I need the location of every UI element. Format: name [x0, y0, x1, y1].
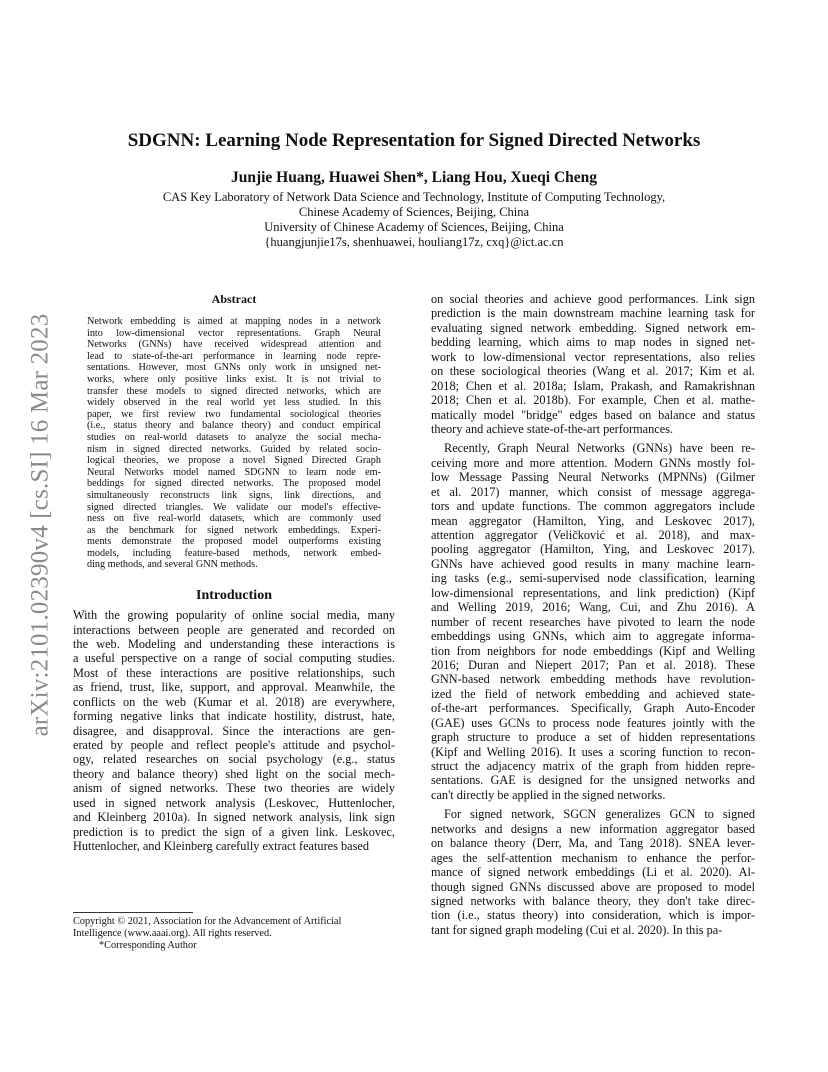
abstract-line: Neural Networks model named SDGNN to learn node em-: [87, 466, 381, 478]
body-line: ceiving more and more attention. Modern GNNs mostly fol-: [431, 455, 755, 470]
abstract-line: signed directed triangles. We validate our model's effective-: [87, 501, 381, 513]
intro-line: disagree, and disapproval. Since the interactions are gen-: [73, 723, 395, 738]
body-line: embeddings using GNNs, which aim to aggregate informa-: [431, 629, 755, 644]
intro-line: forming negative links that indicate hostility, distrust, hate,: [73, 709, 395, 724]
abstract-line: Networks (GNNs) have received widespread attention and: [87, 339, 381, 351]
intro-line: anism of signed networks. These two theories are widely: [73, 781, 395, 796]
intro-line: the web. Modeling and understanding these interactions is: [73, 636, 395, 651]
arxiv-sidebar-stamp: [20, 290, 60, 760]
body-line: though signed GNNs discussed above are proposed to model: [431, 879, 755, 894]
body-line: (GAE) uses GCNs to process node features jointly with the: [431, 715, 755, 730]
body-line: 2018; Chen et al. 2018b). For example, Chen et al. mathe-: [431, 393, 755, 408]
intro-line: interactions between people are generated and recorded on: [73, 622, 395, 637]
body-line: evaluating signed network embedding. Signed network em-: [431, 320, 755, 335]
affiliation-block: [60, 190, 768, 250]
body-line: mance of signed network embeddings (Li et al. 2020). Al-: [431, 865, 755, 880]
footnote-rule: [73, 912, 193, 913]
arxiv-id: arXiv:2101.02390v4 [cs.SI] 16 Mar 2023: [26, 313, 54, 737]
intro-line: conflicts on the web (Kumar et al. 2018) are everywhere,: [73, 694, 395, 709]
body-line: GNNs have achieved good results in many machine learn-: [431, 556, 755, 571]
intro-line: erated by people and reflect people's attitude and psychol-: [73, 738, 395, 752]
abstract-line: logical theories, we propose a novel Signed Directed Graph: [87, 455, 381, 467]
left-column: [73, 292, 395, 854]
paper-title: SDGNN: Learning Node Representation for Signed Directed Networks: [127, 130, 701, 151]
abstract-body: [73, 316, 395, 571]
abstract-line: paper, we first review two fundamental sociological theories: [87, 408, 381, 420]
footnote: [73, 916, 395, 952]
body-line: signed networks with balance theory, they don't take direc-: [431, 893, 755, 908]
body-line: low-dimensional representations, and link prediction) (Kipf: [431, 585, 755, 600]
affiliation-line: CAS Key Laboratory of Network Data Science and Technology, Institute of Computing Technology,: [162, 190, 666, 204]
abstract-line: beddings for signed directed networks. The proposed model: [87, 478, 381, 490]
affiliation-line: Chinese Academy of Sciences, Beijing, China: [298, 205, 530, 219]
body-line: prediction is the main downstream machine learning task for: [431, 306, 755, 321]
introduction-body: [73, 608, 395, 853]
intro-line: Huttenlocher, and Kleinberg carefully extract features based: [73, 839, 369, 854]
intro-line: ogy, related researches on social psychology (e.g., status: [73, 752, 395, 767]
intro-line: prediction is to predict the sign of a given link. Leskovec,: [73, 824, 395, 839]
body-line: on social theories and achieve good performances. Link sign: [431, 292, 755, 306]
body-line: et al. 2017) manner, which consist of message aggrega-: [431, 484, 755, 499]
paragraph: [431, 441, 755, 802]
body-line: tion from neighbors for node embeddings (Kipf and Welling: [431, 643, 755, 658]
abstract-line: works, where only positive links exist. It is not trivial to: [87, 373, 381, 385]
right-column-body: [431, 292, 755, 937]
abstract-line: ding methods, and several GNN methods.: [87, 559, 258, 571]
body-line: tant for signed graph modeling (Cui et al. 2020). In this pa-: [431, 922, 723, 937]
abstract-line: simultaneously reconstructs link signs, link directions, and: [87, 489, 381, 501]
intro-line: theory and balance theory) shed light on the social mech-: [73, 766, 395, 781]
body-line: attention aggregator (Veličković et al. 2018), and max-: [431, 528, 755, 542]
body-line: GNN-based network embedding methods have revolution-: [431, 672, 755, 687]
body-line: on balance theory (Derr, Ma, and Tang 2018). SNEA lever-: [431, 836, 755, 851]
body-line: theory and achieve state-of-the-art performances.: [431, 421, 674, 436]
body-line: 2016; Duran and Niepert 2017; Pan et al. 2018). These: [431, 657, 755, 672]
right-column: [431, 292, 755, 937]
abstract-line: (i.e., status theory and balance theory) and conduct empirical: [87, 420, 381, 432]
introduction-heading: Introduction: [196, 588, 272, 604]
body-line: work to low-dimensional vector representations, also relies: [431, 349, 755, 364]
paragraph: [431, 807, 755, 937]
abstract-line: nism in signed directed networks. Guided by related socio-: [87, 443, 381, 455]
body-line: tors and update functions. The common aggregators include: [431, 499, 755, 514]
abstract-line: ments demonstrate the proposed model outperforms existing: [87, 536, 381, 548]
body-line: can't directly be applied in the signed networks.: [431, 787, 666, 802]
abstract-line: lead to state-of-the-art performance in learning node repre-: [87, 350, 381, 362]
body-line: ized the field of network embedding and achieved state-: [431, 686, 755, 701]
body-line: ing tasks (e.g., semi-supervised node classification, learning: [431, 571, 755, 586]
body-line: tion (i.e., status theory) into consideration, which is impor-: [431, 908, 755, 923]
abstract-line: widely observed in the real world yet less studied. In this: [87, 397, 381, 409]
body-line: ages the self-attention mechanism to enhance the perfor-: [431, 850, 755, 865]
intro-line: as friend, trust, like, support, and approval. Meanwhile, the: [73, 680, 395, 695]
body-line: networks and designs a new information aggregator based: [431, 821, 755, 836]
intro-line: and Kleinberg 2010a). In signed network analysis, link sign: [73, 810, 395, 825]
body-line: number of recent researches have pivoted to learn the node: [431, 614, 755, 629]
abstract-line: sentations. However, most GNNs only work in unsigned net-: [87, 362, 381, 374]
body-line: 2018; Chen et al. 2018a; Islam, Prakash, and Ramakrishnan: [431, 378, 755, 393]
abstract-line: studies on real-world datasets to analyze the social mecha-: [87, 431, 381, 443]
intro-line: used in signed network analysis (Leskovec, Huttenlocher,: [73, 795, 395, 810]
body-line: pooling aggregator (Hamilton, Ying, and Leskovec 2017).: [431, 542, 755, 557]
abstract-line: into low-dimensional vector representations. Graph Neural: [87, 327, 381, 339]
affiliation-line: {huangjunjie17s, shenhuawei, houliang17z, cxq}@ict.ac.cn: [264, 235, 564, 249]
abstract-heading: Abstract: [211, 292, 257, 306]
paragraph: [431, 292, 755, 436]
body-line: struct the adjacency matrix of the graph from hidden repre-: [431, 759, 755, 773]
body-line: low Message Passing Neural Networks (MPNNs) (Gilmer: [431, 470, 755, 485]
body-line: and Welling 2019, 2016; Wang, Cui, and Zhu 2016). A: [431, 600, 755, 615]
body-line: bedding learning, which aims to map nodes in signed net-: [431, 335, 755, 350]
abstract-line: Network embedding is aimed at mapping nodes in a network: [87, 316, 381, 327]
abstract-line: as the benchmark for signed network embeddings. Experi-: [87, 524, 381, 536]
body-line: of-the-art performances. Specifically, Graph Auto-Encoder: [431, 701, 755, 716]
footnote-line: *Corresponding Author: [99, 940, 197, 951]
intro-line: With the growing popularity of online social media, many: [73, 608, 395, 623]
footnote-line: Copyright © 2021, Association for the Advancement of Artificial: [73, 916, 342, 927]
body-line: graph structure to produce a set of hidden representations: [431, 730, 755, 745]
abstract-line: models, including feature-based methods, network embed-: [87, 547, 381, 559]
abstract-line: transfer these models to signed directed networks, which are: [87, 385, 381, 397]
body-line: sentations. GAE is designed for the unsigned networks and: [431, 773, 755, 788]
intro-line: Most of these interactions are positive relationships, such: [73, 665, 395, 680]
footnote-line: Intelligence (www.aaai.org). All rights reserved.: [73, 928, 272, 939]
body-line: on these sociological theories (Wang et al. 2017; Kim et al.: [431, 364, 755, 379]
abstract-line: ness on five real-world datasets, which are commonly used: [87, 513, 381, 525]
body-line: matically model "bridge" edges based on balance and status: [431, 407, 755, 422]
body-line: Recently, Graph Neural Networks (GNNs) have been re-: [444, 441, 755, 456]
body-line: (Kipf and Welling 2016). It uses a scoring function to recon-: [431, 744, 755, 759]
body-line: mean aggregator (Hamilton, Ying, and Leskovec 2017),: [431, 513, 755, 528]
affiliation-line: University of Chinese Academy of Sciences, Beijing, China: [264, 220, 564, 234]
intro-line: a useful perspective on a range of social computing studies.: [73, 651, 395, 666]
paper-authors: Junjie Huang, Huawei Shen*, Liang Hou, Xueqi Cheng: [230, 169, 598, 186]
body-line: For signed network, SGCN generalizes GCN to signed: [444, 807, 755, 822]
